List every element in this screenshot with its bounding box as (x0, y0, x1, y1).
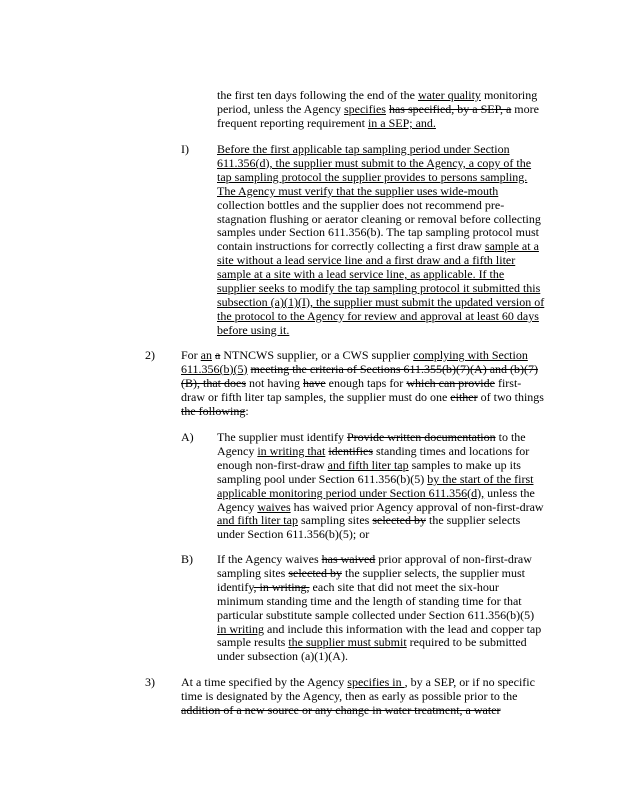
text-run: to the Agency (217, 430, 526, 458)
inserted-text: by the start of the first applicable monitoring period under Section 611.356(d), (217, 471, 534, 500)
deleted-text: have (303, 375, 326, 390)
deleted-text: has waived (321, 552, 376, 566)
deleted-text: addition of a new source or any change in water treatment, a water (181, 702, 501, 717)
inserted-text: in writing (217, 621, 264, 636)
text-run: monitoring period, unless the Agency (217, 88, 538, 116)
inserted-text: specifies in (347, 675, 405, 689)
text-run: collection bottles and the supplier does not recommend pre-stagnation flushing or aerator cleaning or removal before collecting samples under Section 611.356(b). The tap sampling protocol must contain instructions for correctly collecting a first draw (217, 197, 541, 254)
inserted-text: complying with Section 611.356(b)(5) (181, 348, 528, 376)
inserted-text: water quality (417, 88, 481, 102)
text-run: sampling sites (297, 513, 373, 528)
text-run: standing times and locations for enough non-first-draw (217, 443, 530, 472)
deleted-text: the following (181, 403, 246, 418)
item-label-A: A) (181, 430, 194, 444)
text-run: first-draw or fifth liter tap samples, the supplier must do one (181, 375, 522, 404)
text-run: the supplier selects under Section 611.356(b)(5); or (217, 513, 521, 542)
item-label-3: 3) (145, 675, 155, 689)
text-run: not having (246, 375, 303, 390)
deleted-text: a (215, 348, 221, 362)
item-label-2: 2) (145, 348, 155, 362)
inserted-text: Before the first applicable tap sampling period under Section 611.356(d), the supplier must submit to the Agency, a copy of the tap sampling protocol the supplier provides to persons sampling. The Agency must verify that the supplier uses wide-mouth (217, 142, 532, 198)
text-run: NTNCWS supplier, or a CWS supplier (220, 348, 414, 362)
deleted-text: selected by (372, 513, 426, 528)
item-3-paragraph (181, 676, 545, 718)
text-run: of two things (477, 389, 544, 404)
item-A-paragraph (217, 431, 545, 542)
text-run: , by a SEP, or if no specific time is designated by the Agency, then as early as possible prior to the (181, 675, 535, 703)
text-run: enough taps for (325, 375, 407, 390)
text-run: At a time specified by the Agency (181, 675, 348, 689)
deleted-text: meeting the criteria of Sections 611.355(b)(7)(A) and (b)(7)(B), that does (181, 361, 539, 390)
deleted-text: either (450, 389, 478, 404)
inserted-text: in a SEP; and. (367, 115, 436, 130)
item-label-B: B) (181, 552, 193, 566)
text-run: samples to make up its sampling pool under Section 611.356(b)(5) (217, 457, 521, 486)
inserted-text: the supplier must submit (288, 635, 407, 650)
inserted-text: an (200, 348, 212, 362)
text-run: the first ten days following the end of the (217, 88, 418, 102)
inserted-text: sample at a site without a lead service line and a first draw and a fifth liter sample at a site with a lead service line, as applicable. If the supplier seeks to modify the tap sampling protocol it submitted this subsection (a)(1)(I), the supplier must submit the updated version of the protocol to the Agency for review and approval at least 60 days before using it. (217, 239, 545, 337)
inserted-text: and fifth liter tap (217, 513, 298, 528)
deleted-text: which can provide (406, 375, 495, 390)
item-2-paragraph (181, 349, 545, 419)
item-B-paragraph (217, 553, 545, 664)
deleted-text: , in writing, (253, 579, 310, 594)
deleted-text: identifies (328, 443, 373, 458)
inserted-text: waives (257, 499, 291, 514)
text-run: : (245, 403, 249, 418)
text-run: If the Agency waives (217, 552, 322, 566)
inserted-text: in writing that (257, 443, 326, 458)
text-run: prior approval of non-first-draw sampling sites (217, 552, 532, 580)
text-run: more frequent reporting requirement (217, 101, 539, 130)
text-run: The supplier must identify (217, 430, 347, 444)
text-run: each site that did not meet the six-hour minimum standing time and the length of standing time for that particular substitute sample collected under Section 611.356(b)(5) (217, 579, 535, 622)
deleted-text: selected by (288, 565, 342, 580)
text-run: required to be submitted under subsection (a)(1)(A). (217, 635, 527, 664)
item-label-I: I) (181, 142, 189, 156)
text-run: unless the Agency (217, 485, 535, 514)
item-I-paragraph (217, 143, 545, 338)
text-run: and include this information with the lead and copper tap sample results (217, 621, 542, 650)
text-run: the supplier selects, the supplier must identify (217, 565, 525, 594)
text-run: For (181, 348, 201, 362)
inserted-text: and fifth liter tap (327, 457, 409, 472)
text-run: has waived prior Agency approval of non-first-draw (290, 499, 544, 514)
intro-paragraph (217, 89, 545, 131)
deleted-text: has specified, by a SEP, a (388, 101, 512, 116)
inserted-text: specifies (343, 101, 386, 116)
deleted-text: Provide written documentation (346, 430, 496, 444)
